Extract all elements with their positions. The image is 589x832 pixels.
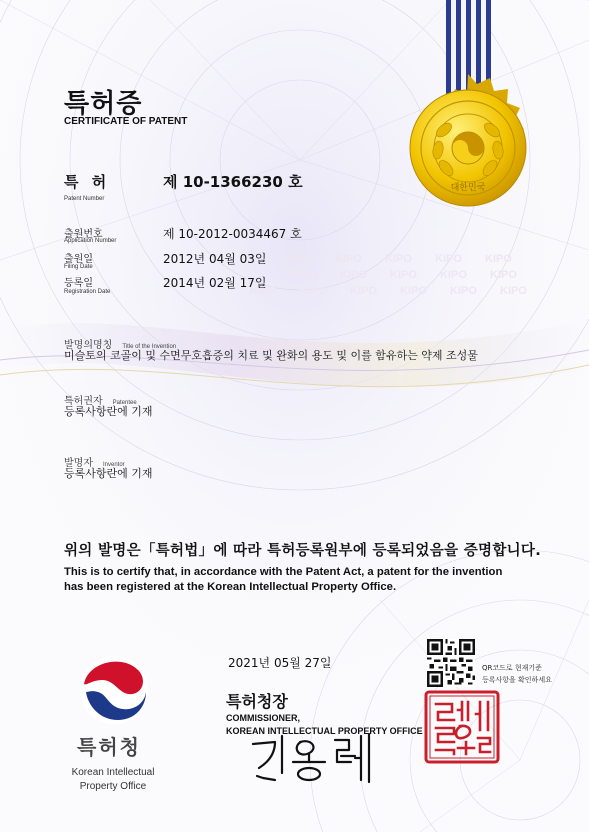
svg-text:KIPO: KIPO <box>490 269 517 281</box>
patentee-value: 등록사항란에 기재 <box>64 405 153 418</box>
certification-statement-en <box>64 565 502 595</box>
commissioner-title-en-line1: COMMISSIONER, <box>226 713 301 723</box>
signature-image <box>245 728 395 788</box>
qr-code-icon[interactable] <box>427 639 475 687</box>
official-stamp-image <box>424 690 500 764</box>
inventor-value: 등록사항란에 기재 <box>64 467 153 480</box>
filing-date-label-en: Filing Date <box>64 264 93 270</box>
patent-number-value: 제 10-1366230 호 <box>163 173 303 191</box>
svg-text:KIPO: KIPO <box>400 285 427 297</box>
svg-text:KIPO: KIPO <box>340 269 367 281</box>
application-number-label-en: Application Number <box>64 238 117 244</box>
svg-text:KIPO: KIPO <box>440 269 467 281</box>
svg-text:KIPO: KIPO <box>485 253 512 265</box>
issue-date: 2021년 05월 27일 <box>228 656 332 670</box>
patentee-label-en: Patentee <box>112 400 137 406</box>
svg-text:KIPO: KIPO <box>385 253 412 265</box>
patent-number-label: 특 허 <box>64 173 111 191</box>
office-name-en <box>58 766 168 794</box>
office-name-en-line2: Property Office <box>79 781 147 792</box>
svg-text:KIPO: KIPO <box>350 285 377 297</box>
svg-text:KIPO: KIPO <box>500 285 527 297</box>
filing-date-label: 출원일 <box>64 254 93 265</box>
svg-text:KIPO: KIPO <box>435 253 462 265</box>
filing-date-value: 2012년 04월 03일 <box>163 252 267 266</box>
office-name: 특허청 <box>77 735 141 759</box>
patentee-label: 특허권자 <box>64 396 103 407</box>
seal-text: 대한민국 <box>450 183 486 193</box>
svg-text:KIPO: KIPO <box>300 285 327 297</box>
invention-title-label: 발명의명칭 <box>64 340 113 351</box>
inventor-label: 발명자 <box>64 458 93 469</box>
svg-text:KIPO: KIPO <box>290 269 317 281</box>
certificate-title-en: CERTIFICATE OF PATENT <box>64 116 188 127</box>
application-number-label: 출원번호 <box>64 229 103 240</box>
patent-number-label-en: Patent Number <box>64 196 105 202</box>
svg-text:KIPO: KIPO <box>250 285 277 297</box>
certification-statement-en-line2: has been registered at the Korean Intellectual Property Office. <box>64 581 397 593</box>
commissioner-title-en-line2: KOREAN INTELLECTUAL PROPERTY OFFICE <box>226 726 423 736</box>
certification-statement-en-line1: This is to certify that, in accordance with the Patent Act, a patent for the invention <box>64 566 503 578</box>
watermark-text: KIPO <box>285 253 312 265</box>
gold-seal <box>380 0 560 225</box>
commissioner-title: 특허청장 <box>226 692 288 711</box>
svg-text:KIPO: KIPO <box>450 285 477 297</box>
registration-date-value: 2014년 02월 17일 <box>163 276 267 290</box>
office-name-en-line1: Korean Intellectual <box>71 767 155 778</box>
svg-text:KIPO: KIPO <box>335 253 362 265</box>
certification-statement-ko: 위의 발명은「특허법」에 따라 특허등록원부에 등록되었음을 증명합니다. <box>64 543 542 559</box>
invention-title-label-en: Title of the Invention <box>122 344 177 350</box>
invention-title-value: 미슬토의 코골이 및 수면무호흡증의 치료 및 완화의 용도 및 이를 함유하는 약제 조성물 <box>64 349 478 362</box>
inventor-label-en: Inventor <box>102 462 125 468</box>
svg-text:KIPO: KIPO <box>390 269 417 281</box>
qr-code-note-line1: QR코드로 현재기준 <box>482 664 542 672</box>
registration-date-label-en: Registration Date <box>64 289 111 295</box>
kipo-logo-icon <box>78 654 150 726</box>
qr-code-note-line2: 등록사항을 확인하세요 <box>482 676 552 684</box>
application-number-value: 제 10-2012-0034467 호 <box>163 227 302 241</box>
certificate-title: 특허증 <box>64 89 143 119</box>
registration-date-label: 등록일 <box>64 278 93 289</box>
qr-code-note <box>482 662 552 686</box>
